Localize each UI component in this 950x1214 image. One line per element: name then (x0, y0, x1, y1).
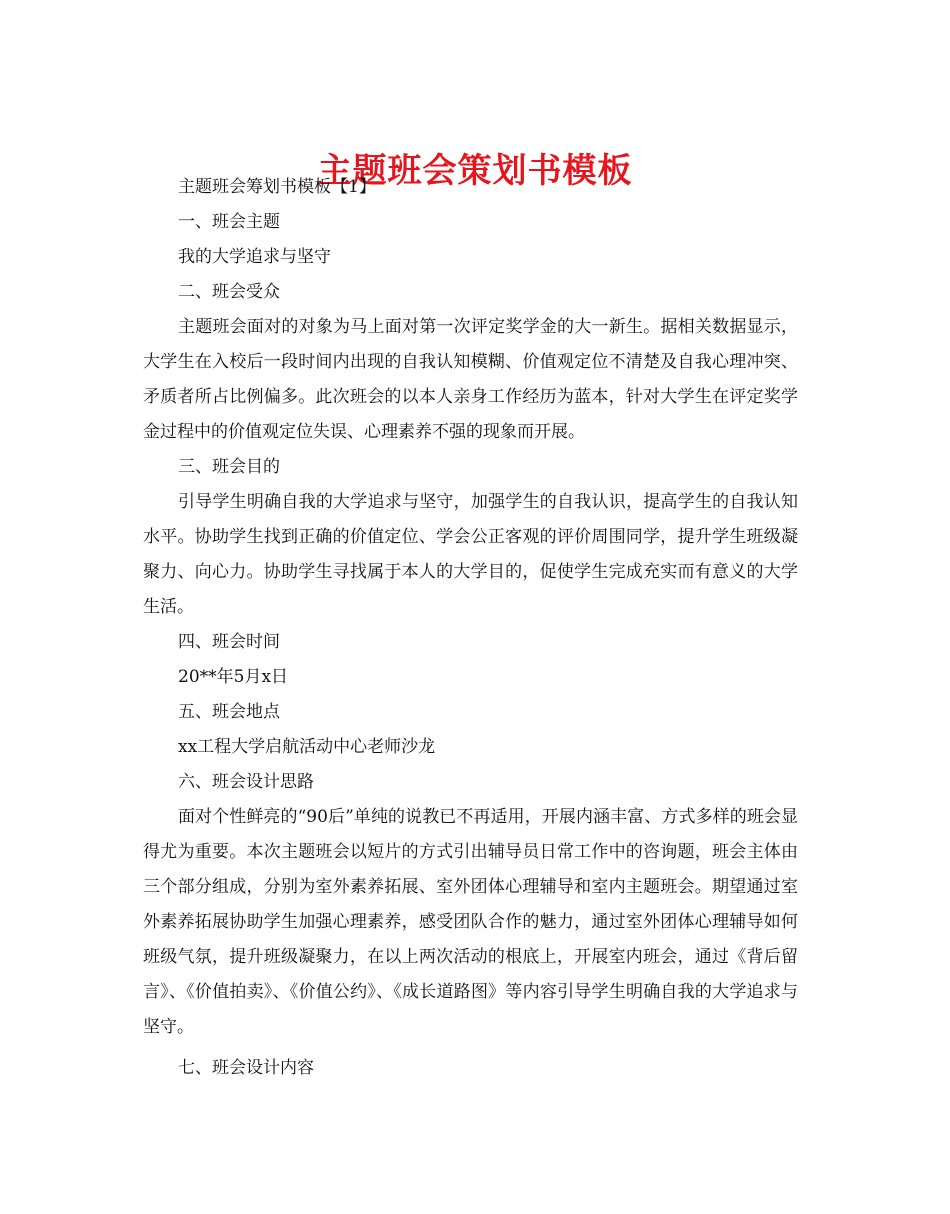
paragraph-purpose: 引导学生明确自我的大学追求与坚守，加强学生的自我认识，提高学生的自我认知水平。协助学生找到正确的价值定位、学会公正客观的评价周围同学，提升学生班级凝聚力、向心力。协助学生寻找属于本人的大学目的，促使学生完成充实而有意义的大学生活。 (143, 492, 798, 617)
document-body (143, 170, 798, 1086)
section-heading-2: 二、班会受众 (178, 282, 280, 302)
document-title: 主题班会策划书模板 (317, 150, 633, 191)
section-heading-7: 七、班会设计内容 (178, 1058, 314, 1078)
paragraph-audience: 主题班会面对的对象为马上面对第一次评定奖学金的大一新生。据相关数据显示，大学生在入校后一段时间内出现的自我认知模糊、价值观定位不清楚及自我心理冲突、矛质者所占比例偏多。此次班会的以本人亲身工作经历为蓝本，针对大学生在评定奖学金过程中的价值观定位失误、心理素养不强的现象而开展。 (143, 317, 798, 442)
section-heading-1: 一、班会主题 (178, 212, 280, 232)
paragraph-location: xx工程大学启航活动中心老师沙龙 (178, 737, 436, 757)
section-heading-6: 六、班会设计思路 (178, 772, 314, 792)
paragraph-design-idea: 面对个性鲜亮的“90后”单纯的说教已不再适用，开展内涵丰富、方式多样的班会显得尤为重要。本次主题班会以短片的方式引出辅导员日常工作中的咨询题，班会主体由三个部分组成，分别为室外素养拓展、室外团体心理辅导和室内主题班会。期望通过室外素养拓展协助学生加强心理素养，感受团队合作的魅力，通过室外团体心理辅导如何班级气氛，提升班级凝聚力，在以上两次活动的根底上，开展室内班会，通过《背后留言》、《价值拍卖》、《价值公约》、《成长道路图》等内容引导学生明确自我的大学追求与坚守。 (143, 807, 798, 1037)
section-heading-4: 四、班会时间 (178, 632, 280, 652)
section-heading-5: 五、班会地点 (178, 702, 280, 722)
section-heading-3: 三、班会目的 (178, 457, 280, 477)
paragraph-subtitle: 主题班会筹划书模板【1】 (178, 177, 376, 197)
paragraph-time: 20**年5月x日 (178, 667, 289, 687)
paragraph-theme: 我的大学追求与坚守 (178, 247, 331, 267)
